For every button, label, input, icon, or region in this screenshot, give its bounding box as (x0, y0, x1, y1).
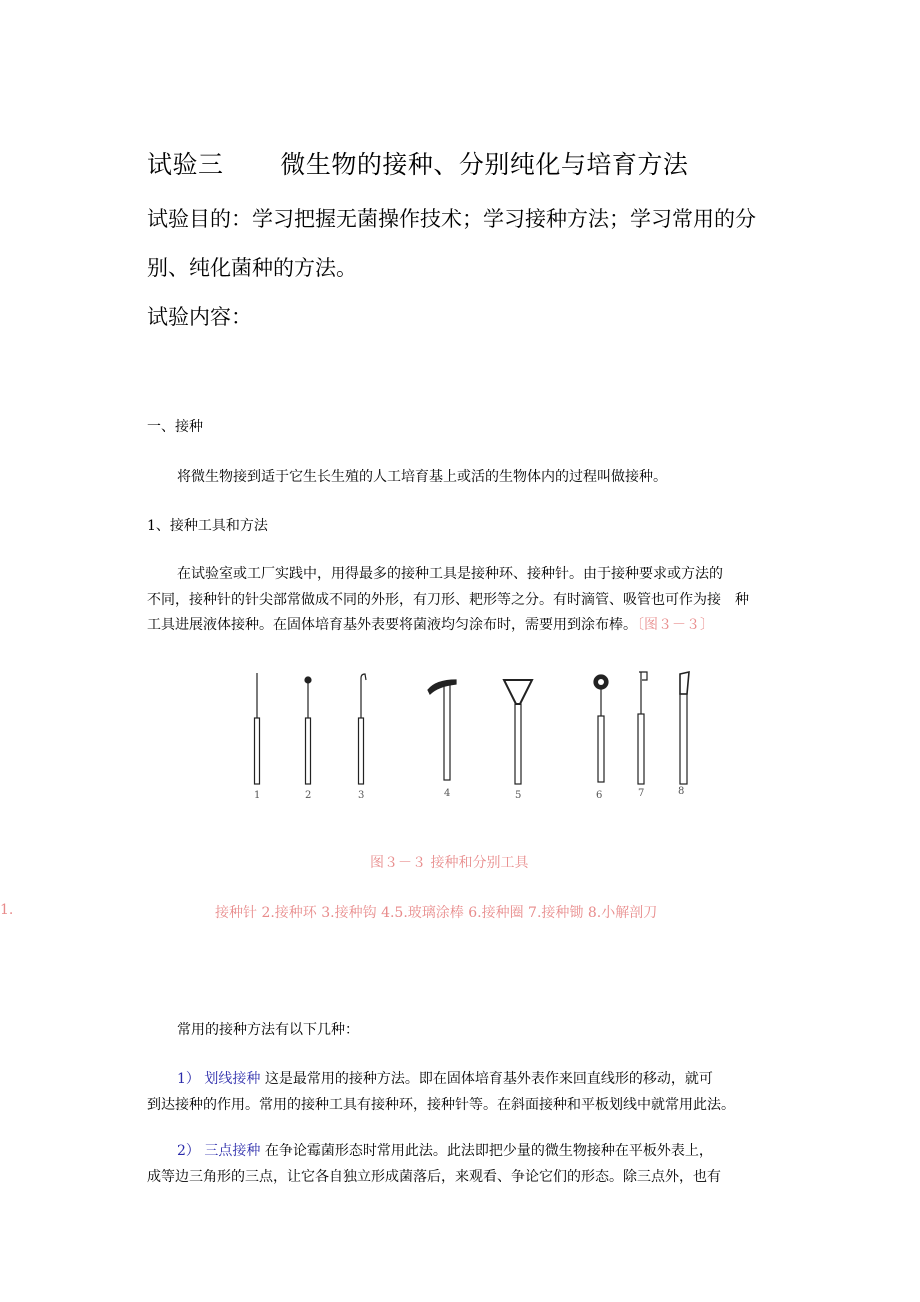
subsection-heading: 1、接种工具和方法 (147, 518, 268, 534)
experiment-number: 试验三 (147, 150, 224, 179)
glass-spreader-icon (428, 680, 456, 780)
method-1-line-1 (177, 1068, 713, 1088)
paragraph-text: 工具进展液体接种。在固体培育基外表要将菌液均匀涂布时，需要用到涂布棒。 (147, 617, 637, 633)
method-1-text: 这是最常用的接种方法。即在固体培育基外表作来回直线形的移动，就可 (264, 1071, 713, 1087)
experiment-topic: 微生物的接种、分别纯化与培育方法 (280, 150, 689, 179)
section-intro: 将微生物接到适于它生长生殖的人工培育基上或活的生物体内的过程叫做接种。 (177, 469, 667, 485)
tool-label: 2 (305, 790, 312, 801)
triangle-spreader-icon (504, 680, 532, 784)
method-1-name: 划线接种 (204, 1071, 261, 1087)
method-2-text: 在争论霉菌形态时常用此法。此法即把少量的微生物接种在平板外表上， (264, 1143, 713, 1159)
inoculation-tools-figure (240, 658, 730, 816)
tool-label: 1 (254, 790, 261, 801)
figure-reference: 〔图３－３〕 (637, 617, 714, 633)
method-2-name: 三点接种 (204, 1143, 261, 1159)
figure-legend-lead: 1. (0, 902, 14, 918)
figure-caption: 图３－３ 接种和分别工具 (370, 855, 529, 871)
purpose-line-1: 试验目的：学习把握无菌操作技术；学习接种方法；学习常用的分 (147, 207, 756, 231)
purpose-line-2: 别、纯化菌种的方法。 (147, 256, 357, 280)
paragraph-line-1: 在试验室或工厂实践中，用得最多的接种工具是接种环、接种针。由于接种要求或方法的 (177, 566, 723, 582)
methods-intro: 常用的接种方法有以下几种： (177, 1022, 359, 1038)
figure-number-labels (254, 786, 684, 801)
tool-label: 4 (444, 788, 451, 799)
inoculation-needle-icon (255, 673, 260, 784)
method-2-line-2: 成等边三角形的三点，让它各自独立形成菌落后，来观看、争论它们的形态。除三点外，也有 (147, 1169, 721, 1185)
tool-label: 6 (596, 790, 603, 801)
paragraph-line-2: 不同，接种针的针尖部常做成不同的外形，有刀形、耙形等之分。有时滴管、吸管也可作为接 种 (147, 592, 749, 608)
scalpel-icon (680, 672, 689, 784)
paragraph-line-3 (147, 614, 714, 634)
method-1-line-2: 到达接种的作用。常用的接种工具有接种环，接种针等。在斜面接种和平板划线中就常用此法。 (147, 1097, 735, 1113)
tool-label: 3 (358, 790, 365, 801)
method-2-line-1 (177, 1140, 713, 1160)
inoculation-hoe-icon (638, 672, 647, 784)
inoculation-loop-icon (305, 677, 311, 784)
inoculation-hook-icon (359, 674, 367, 784)
tool-label: 5 (515, 790, 522, 801)
tool-label: 7 (638, 788, 645, 799)
inoculation-circle-icon (594, 675, 608, 782)
method-2-number: 2） (177, 1143, 200, 1159)
method-1-number: 1） (177, 1071, 200, 1087)
tool-label: 8 (678, 786, 685, 797)
figure-legend: 接种针 2.接种环 3.接种钩 4.5.玻璃涂棒 6.接种圈 7.接种锄 8.小解剖刀 (215, 905, 658, 921)
document-title (147, 145, 688, 181)
content-label: 试验内容： (147, 305, 252, 329)
section-heading: 一、接种 (147, 419, 203, 435)
